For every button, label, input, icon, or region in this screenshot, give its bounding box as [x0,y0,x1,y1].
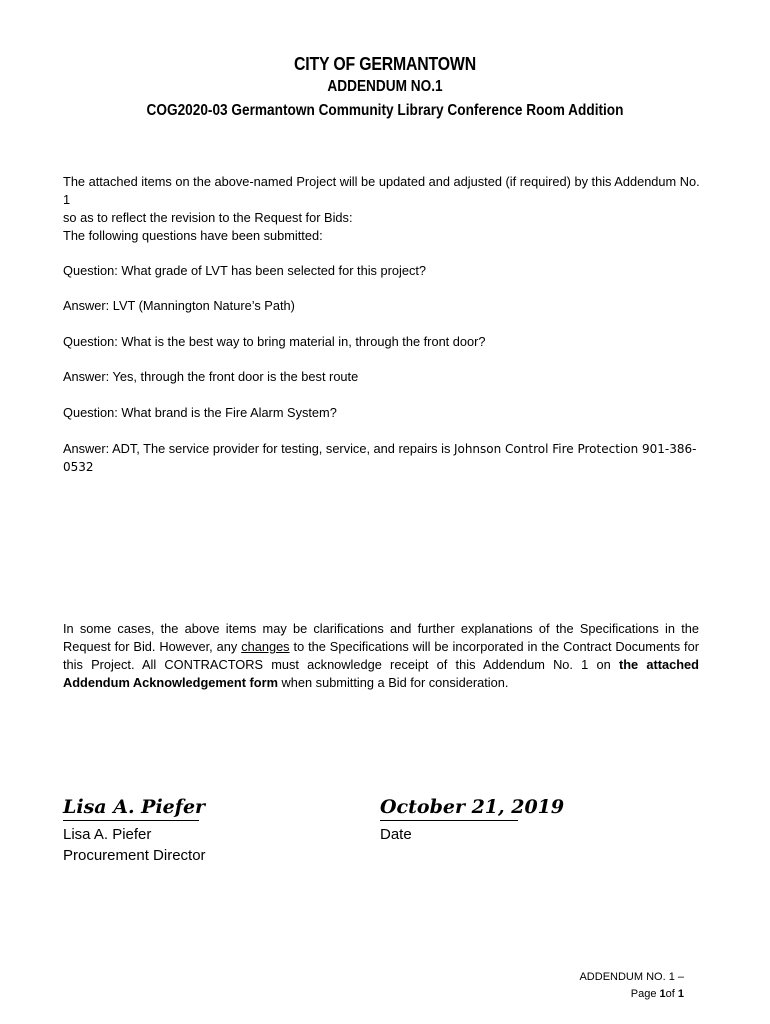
questions-intro: The following questions have been submitted: [63,228,323,243]
closing-bold: the attached Addendum Acknowledgement form [63,657,699,690]
question-2: Question: What is the best way to bring material in, through the front door? [63,334,486,349]
question-3: Question: What brand is the Fire Alarm System? [63,405,337,420]
closing-paragraph [63,620,699,692]
footer-page-of: of [665,988,678,1000]
document-header [0,53,770,121]
date-label: Date [380,826,412,843]
signature-name: Lisa A. Piefer [63,796,206,818]
question-1: Question: What grade of LVT has been selected for this project? [63,263,427,278]
answer-3-contact: Johnson Control Fire Protection 901-386- [453,442,697,456]
signature-line [63,820,199,821]
answer-3 [63,440,703,476]
closing-text-3: when submitting a Bid for consideration. [277,675,509,690]
footer-page-num: 1 [659,988,666,1000]
signature-date: October 21, 2019 [380,796,565,818]
page-footer [579,969,684,1003]
footer-addendum: ADDENDUM NO. 1 – [579,971,684,983]
answer-3-text: Answer: ADT, The service provider for testing, service, and repairs is [63,441,454,456]
closing-text-2: to the Specifications will be incorporated in the Contract Documents for this Project. All CONTRACTORS must acknowledge receipt of this Addendum No. 1 on [63,639,699,672]
project-title: COG2020-03 Germantown Community Library Conference Room Addition [146,102,624,119]
footer-page-prefix: Page [630,988,660,1000]
closing-text-1: In some cases, the above items may be clarifications and further explanations of the Specifications in the Request for Bid. However, any [63,621,699,654]
addendum-title: ADDENDUM NO.1 [327,78,443,95]
footer-page [579,986,684,1003]
intro-line-1: The attached items on the above-named Project will be updated and adjusted (if required) by this Addendum No. 1 [63,174,700,207]
org-title: CITY OF GERMANTOWN [294,54,476,74]
intro-paragraph [63,173,703,227]
answer-1: Answer: LVT (Mannington Nature’s Path) [63,298,295,313]
answer-2: Answer: Yes, through the front door is the best route [63,369,359,384]
signer-name: Lisa A. Piefer [63,826,152,843]
intro-line-2: so as to reflect the revision to the Request for Bids: [63,210,353,225]
date-line [380,820,518,821]
closing-underlined: changes [241,639,290,654]
signer-title: Procurement Director [63,847,206,864]
answer-3-contact-cont: 0532 [63,460,94,474]
footer-page-total: 1 [677,988,684,1000]
